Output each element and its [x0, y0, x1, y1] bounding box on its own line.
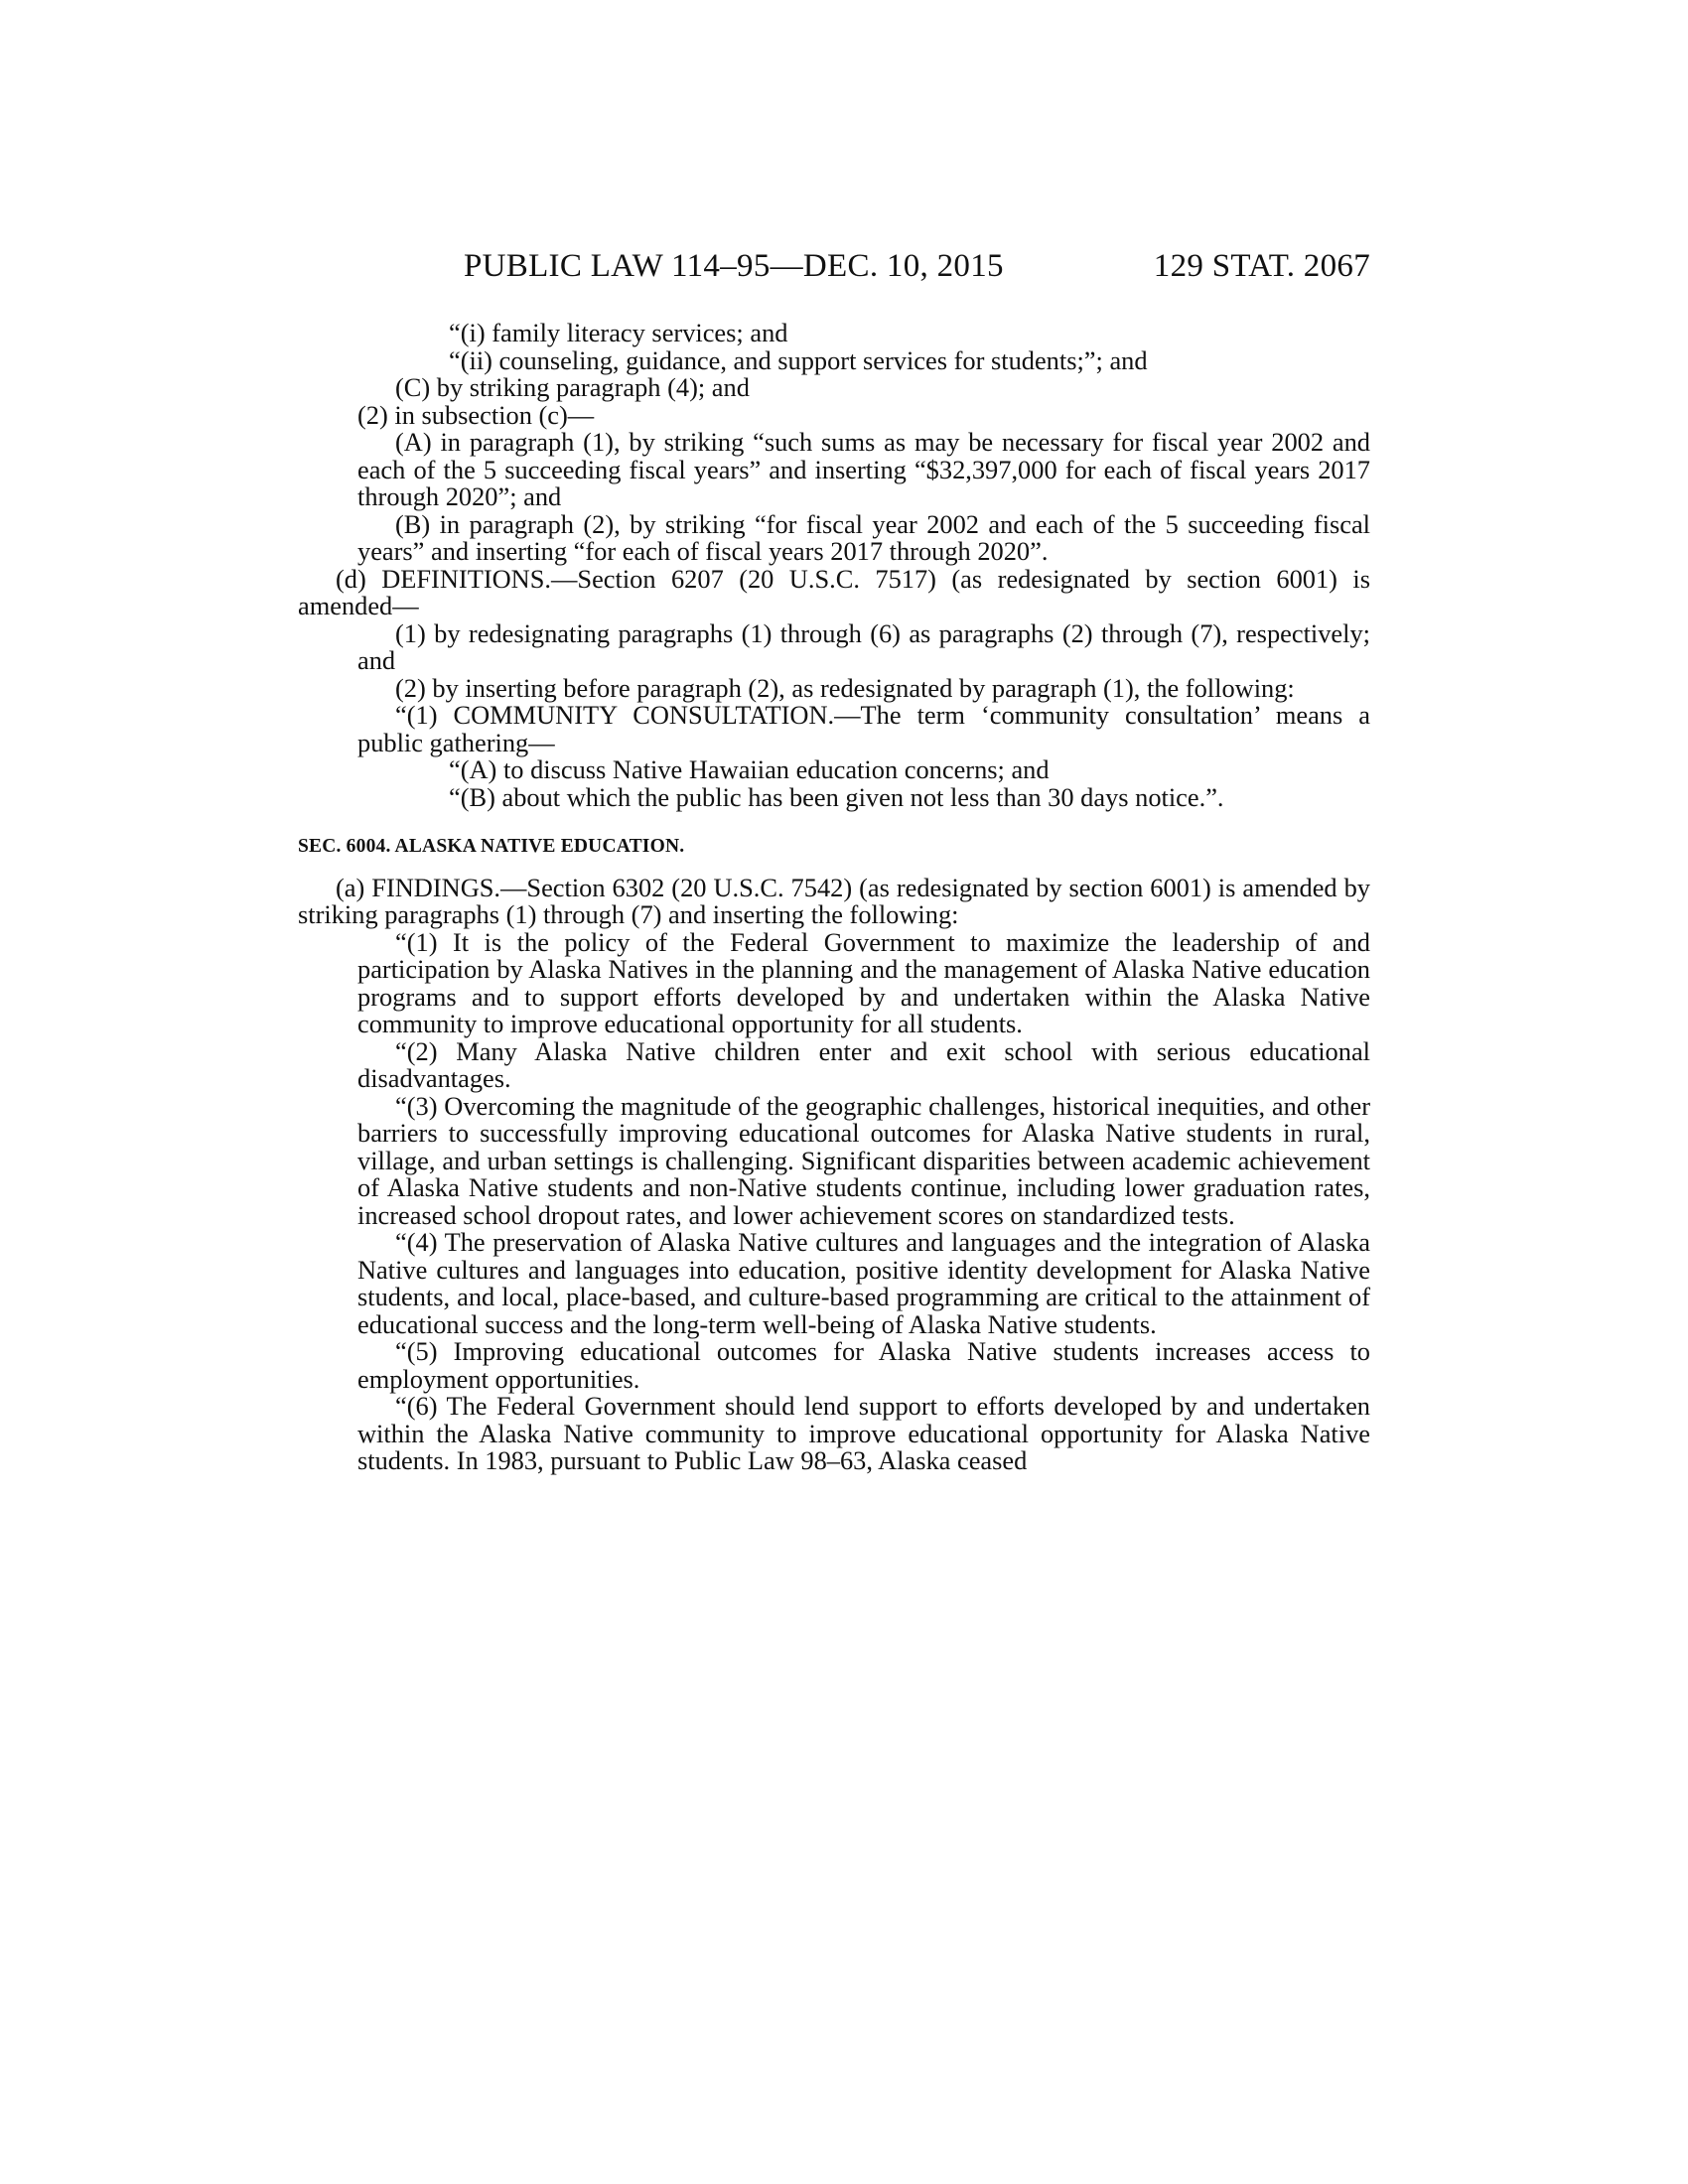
subparagraph-b-funding: (B) in paragraph (2), by striking “for fiscal year 2002 and each of the 5 succeeding fiscal years” and inserting “for each of fiscal years 2017 through 2020”. [357, 508, 1370, 566]
subparagraph-a-funding: (A) in paragraph (1), by striking “such sums as may be necessary for fiscal year 2002 and each of the 5 succeeding fiscal years” and inserting “$32,397,000 for each of fiscal years 2017 through 2020”; and [357, 427, 1370, 511]
community-consultation-definition: “(1) COMMUNITY CONSULTATION.—The term ‘community consultation’ means a public gathering— [357, 700, 1370, 757]
consultation-item-a: “(A) to discuss Native Hawaiian education concerns; and [449, 754, 1050, 784]
definitions-paragraph-1: (1) by redesignating paragraphs (1) through (6) as paragraphs (2) through (7), respectively; and [357, 617, 1370, 675]
subparagraph-c: (C) by striking paragraph (4); and [395, 372, 750, 402]
section-heading: SEC. 6004. ALASKA NATIVE EDUCATION. [298, 836, 685, 857]
statute-page-number: 129 STAT. 2067 [1153, 248, 1370, 284]
finding-5: “(5) Improving educational outcomes for Alaska Native students increases access to employment opportunities. [357, 1336, 1370, 1394]
subsection-a-findings: (a) FINDINGS.—Section 6302 (20 U.S.C. 7542) (as redesignated by section 6001) is amended by striking paragraphs (1) through (7) and inserting the following: [298, 872, 1370, 929]
finding-4: “(4) The preservation of Alaska Native cultures and languages and the integration of Alaska Native cultures and languages into education, positive identity development for Alaska Native students, and local, place-based, and culture-based programming are critical to the attainment of educational success and the long-term well-being of Alaska Native students. [357, 1227, 1370, 1339]
finding-2: “(2) Many Alaska Native children enter and exit school with serious educational disadvantages. [357, 1035, 1370, 1093]
clause-ii: “(ii) counseling, guidance, and support services for students;”; and [449, 344, 1148, 375]
finding-6: “(6) The Federal Government should lend support to efforts developed by and undertaken within the Alaska Native community to improve educational opportunity for Alaska Native students. In 1983, pursuant to Public Law 98–63, Alaska ceased [357, 1391, 1370, 1475]
page-header [298, 248, 1370, 302]
definitions-paragraph-2: (2) by inserting before paragraph (2), as redesignated by paragraph (1), the following: [395, 672, 1295, 703]
paragraph-2-subsection-c: (2) in subsection (c)— [357, 399, 595, 430]
finding-1: “(1) It is the policy of the Federal Government to maximize the leadership of and participation by Alaska Natives in the planning and the management of Alaska Native education programs and to support efforts developed by and undertaken within the Alaska Native community to improve educational opportunity for all students. [357, 926, 1370, 1038]
subsection-d-definitions: (d) DEFINITIONS.—Section 6207 (20 U.S.C. 7517) (as redesignated by section 6001) is amended— [298, 563, 1370, 620]
running-head-title: PUBLIC LAW 114–95—DEC. 10, 2015 [464, 248, 1004, 284]
consultation-item-b: “(B) about which the public has been given not less than 30 days notice.”. [449, 781, 1224, 812]
document-page [298, 248, 1370, 2134]
finding-3: “(3) Overcoming the magnitude of the geographic challenges, historical inequities, and other barriers to successfully improving educational outcomes for Alaska Native students in rural, village, and urban settings is challenging. Significant disparities between academic achievement of Alaska Native students and non-Native students continue, including lower graduation rates, increased school dropout rates, and lower achievement scores on standardized tests. [357, 1090, 1370, 1230]
clause-i: “(i) family literacy services; and [449, 318, 788, 347]
document-body [298, 320, 1370, 1475]
